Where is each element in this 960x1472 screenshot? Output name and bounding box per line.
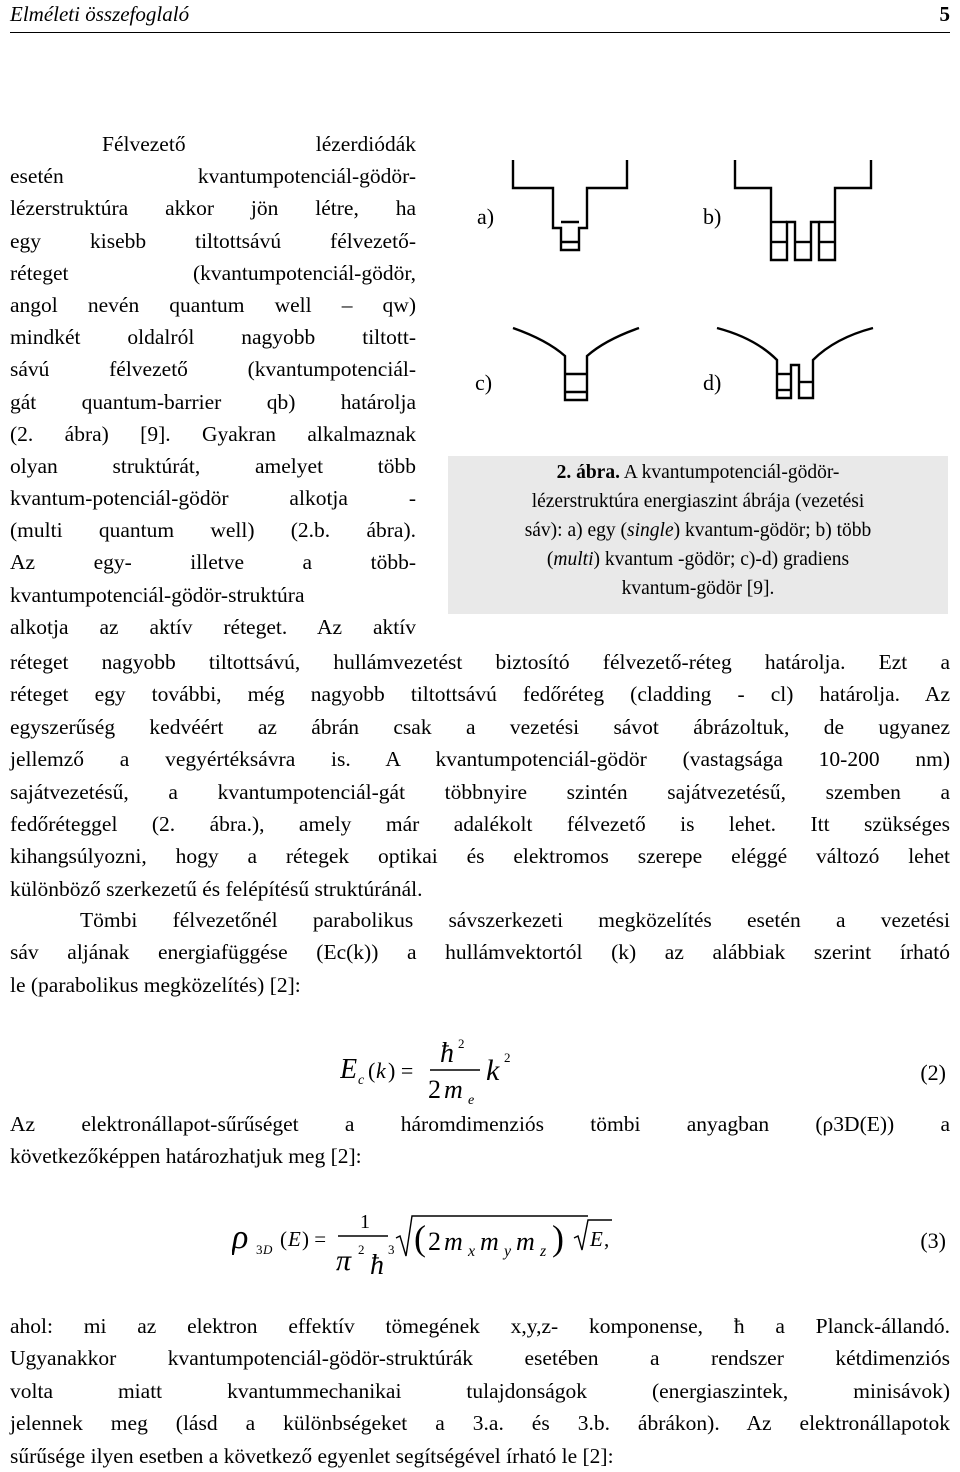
text-line: (2. ábra) [9]. Gyakran alkalmaznak — [10, 421, 416, 446]
figure-label-d: d) — [703, 370, 722, 395]
svg-text:ħ: ħ — [440, 1038, 454, 1069]
figure-label-b: b) — [703, 204, 722, 229]
text-line: lézerstruktúra akkor jön létre, ha — [10, 196, 416, 221]
equation-2-number: (2) — [920, 1060, 946, 1085]
text-line: kvantum-potenciál-gödör alkotja - — [10, 486, 416, 511]
diagram-a-single-well — [513, 160, 627, 250]
page-number: 5 — [939, 2, 950, 26]
equation-3-formula — [232, 1204, 632, 1284]
svg-text:(: ( — [368, 1058, 376, 1083]
diagram-d-graded-multi-well — [717, 328, 873, 398]
svg-text:E: E — [590, 1227, 603, 1251]
paragraph-1 — [10, 646, 950, 905]
svg-text:,: , — [604, 1227, 610, 1251]
paragraph-2 — [10, 904, 950, 1001]
caption-term: multi — [553, 549, 594, 570]
figure-label-a: a) — [477, 204, 495, 229]
text-line: egyszerűség kedvéért az ábrán csak a vezetési sávot ábrázoltuk, de ugyanez — [10, 714, 950, 739]
text-line: alkotja az aktív réteget. Az aktív — [10, 614, 416, 639]
figure-label-c: c) — [475, 370, 493, 395]
caption-text: ( — [546, 549, 554, 570]
svg-text:(: ( — [280, 1227, 287, 1251]
svg-text:m: m — [516, 1227, 535, 1256]
equation-2-formula — [340, 1036, 580, 1106]
text-line: különböző szerkezetű és felépítésű struktúránál. — [10, 876, 423, 901]
svg-text:3: 3 — [388, 1242, 395, 1257]
svg-text:2: 2 — [428, 1075, 441, 1104]
text-line: jellemző a vegyértéksávra is. A kvantumpotenciál-gödör (vastagsága 10-200 nm) — [10, 747, 950, 772]
text-line: sávú félvezető (kvantumpotenciál- — [10, 357, 416, 382]
page-header — [10, 0, 950, 33]
svg-text:) =: ) = — [302, 1227, 327, 1251]
caption-text: A kvantumpotenciál-gödör- — [619, 462, 840, 483]
text-line: angol nevén quantum well – qw) — [10, 292, 416, 317]
svg-text:k: k — [376, 1058, 386, 1083]
paragraph-3 — [10, 1108, 950, 1173]
caption-text: sáv): a) egy ( — [524, 520, 628, 541]
text-line: sűrűsége ilyen esetben a következő egyenlet segítségével írható le [2]: — [10, 1443, 614, 1468]
svg-text:D: D — [263, 1242, 273, 1257]
text-line: olyan struktúrát, amelyet több — [10, 453, 416, 478]
text-line: esetén kvantumpotenciál-gödör- — [10, 164, 416, 189]
svg-text:3: 3 — [256, 1242, 263, 1257]
text-line: Ugyanakkor kvantumpotenciál-gödör-struktúrák esetében a rendszer kétdimenziós — [10, 1346, 950, 1371]
svg-text:E: E — [340, 1054, 358, 1085]
text-line: le (parabolikus megközelítés) [2]: — [10, 972, 301, 997]
text-line: jelennek meg (lásd a különbségeket a 3.a. és 3.b. ábrákon). Az elektronállapotok — [10, 1411, 950, 1436]
text-line: sajátvezetésű, a kvantumpotenciál-gát többnyire szintén sajátvezetésű, szemben a — [10, 779, 950, 804]
svg-text:ħ: ħ — [370, 1250, 384, 1281]
equation-3-number: (3) — [920, 1228, 946, 1253]
caption-text: ) kvantum -gödör; c)-d) gradiens — [593, 549, 850, 570]
text-line: sáv aljának energiafüggése (Ec(k)) a hullámvektortól (k) az alábbiak szerint írható — [10, 940, 950, 965]
text-line: Félvezető lézerdiódák — [102, 132, 416, 156]
running-title: Elméleti összefoglaló — [10, 2, 190, 26]
svg-text:2: 2 — [428, 1227, 441, 1256]
svg-text:y: y — [504, 1243, 512, 1260]
svg-text:c: c — [358, 1073, 365, 1088]
diagram-c-graded-well — [513, 328, 639, 400]
svg-text:x: x — [468, 1243, 476, 1260]
text-line: ahol: mi az elektron effektív tömegének x,y,z- komponense, ħ a Planck-állandó. — [10, 1314, 950, 1338]
caption-text: ) kvantum-gödör; b) több — [673, 520, 872, 541]
caption-label: 2. ábra. — [556, 462, 620, 483]
text-line: Az elektronállapot-sűrűséget a háromdimenziós tömbi anyagban (ρ3D(E)) a — [10, 1112, 950, 1136]
caption-text: lézerstruktúra energiaszint ábrája (vezetési — [531, 491, 865, 512]
text-line: Tömbi félvezetőnél parabolikus sávszerkezeti megközelítés esetén a vezetési — [80, 908, 950, 932]
diagram-b-multi-well — [735, 160, 871, 260]
svg-text:m: m — [480, 1227, 499, 1256]
svg-text:2: 2 — [358, 1242, 365, 1257]
svg-text:π: π — [336, 1244, 352, 1277]
intro-paragraph — [10, 128, 416, 643]
text-line: gát quantum-barrier qb) határolja — [10, 389, 416, 414]
svg-text:k: k — [486, 1054, 500, 1087]
svg-text:e: e — [468, 1093, 475, 1106]
svg-text:): ) — [552, 1218, 564, 1258]
paragraph-4 — [10, 1310, 950, 1472]
text-line: réteget (kvantumpotenciál-gödör, — [10, 260, 416, 285]
svg-text:m: m — [444, 1227, 463, 1256]
svg-text:m: m — [444, 1075, 463, 1104]
svg-text:z: z — [540, 1243, 547, 1260]
figure-caption — [448, 456, 948, 614]
text-line: volta miatt kvantummechanikai tulajdonságok (energiaszintek, minisávok) — [10, 1378, 950, 1403]
equation-2 — [340, 1036, 580, 1106]
svg-text:ρ: ρ — [232, 1219, 249, 1256]
svg-text:2: 2 — [458, 1036, 465, 1051]
svg-text:) =: ) = — [388, 1058, 414, 1083]
text-line: (multi quantum well) (2.b. ábra). — [10, 518, 416, 543]
text-line: mindkét oldalról nagyobb tiltott- — [10, 325, 416, 350]
text-line: kvantumpotenciál-gödör-struktúra — [10, 582, 305, 607]
text-line: következőképpen határozhatjuk meg [2]: — [10, 1144, 362, 1169]
svg-text:1: 1 — [360, 1211, 370, 1233]
equation-3 — [232, 1204, 632, 1284]
text-line: kihangsúlyozni, hogy a rétegek optikai és elektromos szerepe eléggé változó lehet — [10, 844, 950, 869]
quantum-well-figure — [455, 160, 950, 460]
caption-text: kvantum-gödör [9]. — [621, 578, 775, 599]
text-line: réteget nagyobb tiltottsávú, hullámvezetést biztosító félvezető-réteg határolja. Ezt a — [10, 650, 950, 674]
caption-term: single — [627, 520, 674, 541]
text-line: fedőréteggel (2. ábra.), amely már adalékolt félvezető is lehet. Itt szükséges — [10, 811, 950, 836]
svg-text:E: E — [288, 1227, 301, 1251]
svg-text:2: 2 — [504, 1050, 511, 1065]
text-line: Az egy- illetve a több- — [10, 550, 416, 575]
svg-text:(: ( — [414, 1218, 426, 1258]
text-line: réteget egy további, még nagyobb tiltottsávú fedőréteg (cladding - cl) határolja. Az — [10, 682, 950, 707]
text-line: egy kisebb tiltottsávú félvezető- — [10, 228, 416, 253]
